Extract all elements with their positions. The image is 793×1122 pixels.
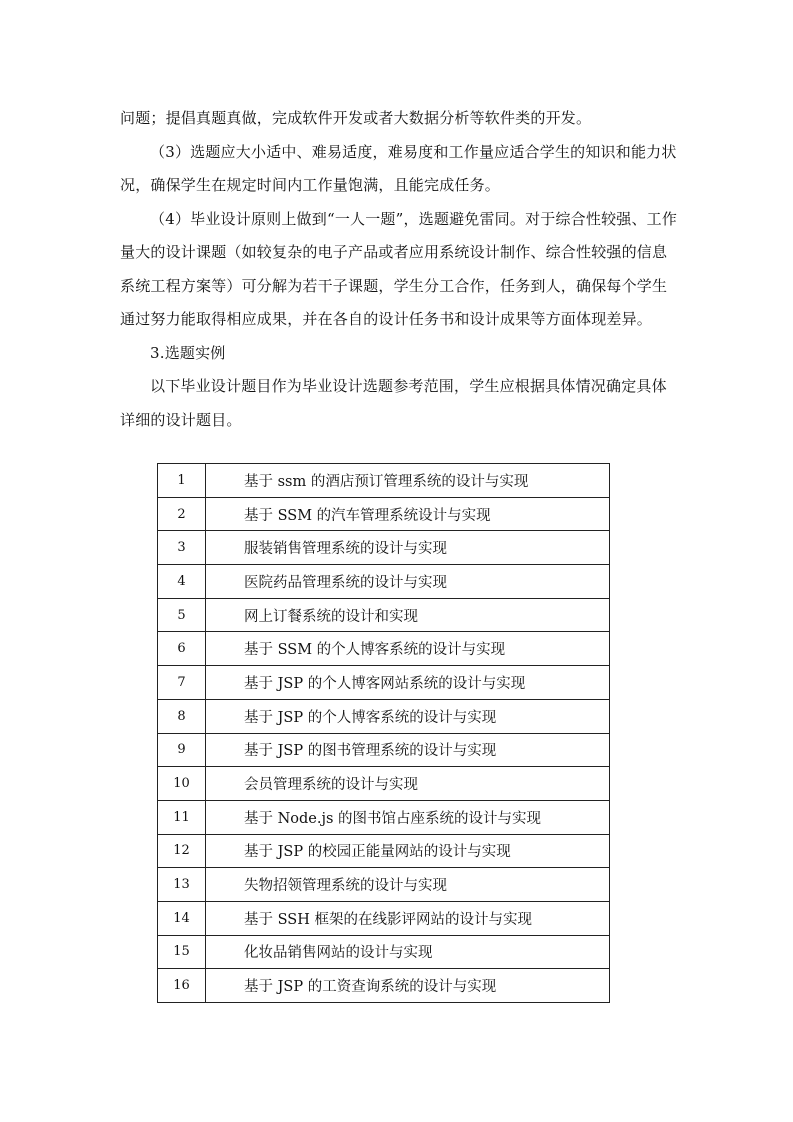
topic-number: 1	[158, 464, 206, 498]
paragraph-item-3: （3）选题应大小适中、难易适度，难易度和工作量应适合学生的知识和能力状况，确保学生在规定时间内工作量饱满，且能完成任务。	[120, 142, 677, 194]
topic-number: 2	[158, 497, 206, 531]
topic-title: 失物招领管理系统的设计与实现	[206, 868, 610, 902]
table-row	[158, 834, 610, 868]
topic-title: 基于 JSP 的工资查询系统的设计与实现	[206, 969, 610, 1003]
topic-number: 15	[158, 935, 206, 969]
table-row	[158, 935, 610, 969]
topic-number: 4	[158, 565, 206, 599]
topic-title: 基于 Node.js 的图书馆占座系统的设计与实现	[206, 800, 610, 834]
topic-title: 基于 ssm 的酒店预订管理系统的设计与实现	[206, 464, 610, 498]
topic-number: 16	[158, 969, 206, 1003]
section-heading: 3.选题实例	[150, 343, 226, 362]
table-row	[158, 565, 610, 599]
table-row	[158, 531, 610, 565]
topic-number: 14	[158, 901, 206, 935]
topic-number: 9	[158, 733, 206, 767]
topic-title: 会员管理系统的设计与实现	[206, 767, 610, 801]
topic-title: 基于 SSM 的个人博客系统的设计与实现	[206, 632, 610, 666]
topic-number: 7	[158, 666, 206, 700]
topic-title: 网上订餐系统的设计和实现	[206, 598, 610, 632]
topic-number: 13	[158, 868, 206, 902]
table-row	[158, 464, 610, 498]
topic-title: 基于 JSP 的个人博客网站系统的设计与实现	[206, 666, 610, 700]
topic-number: 10	[158, 767, 206, 801]
table-row	[158, 733, 610, 767]
topic-number: 6	[158, 632, 206, 666]
topic-number: 12	[158, 834, 206, 868]
table-row	[158, 632, 610, 666]
topic-title: 基于 JSP 的个人博客系统的设计与实现	[206, 699, 610, 733]
topic-title: 基于 JSP 的图书管理系统的设计与实现	[206, 733, 610, 767]
table-row	[158, 901, 610, 935]
topic-title: 基于 SSM 的汽车管理系统设计与实现	[206, 497, 610, 531]
paragraph-item-4: （4）毕业设计原则上做到“一人一题”，选题避免雷同。对于综合性较强、工作量大的设计课题（如较复杂的电子产品或者应用系统设计制作、综合性较强的信息系统工程方案等）可分解为若干子课题，学生分工合作，任务到人，确保每个学生通过努力能取得相应成果，并在各自的设计任务书和设计成果等方面体现差异。	[120, 209, 678, 328]
table-row	[158, 497, 610, 531]
topic-title: 服装销售管理系统的设计与实现	[206, 531, 610, 565]
topic-title: 化妆品销售网站的设计与实现	[206, 935, 610, 969]
paragraph-continuation: 问题；提倡真题真做，完成软件开发或者大数据分析等软件类的开发。	[120, 109, 592, 127]
body-text	[120, 102, 680, 437]
table-row	[158, 666, 610, 700]
table-row	[158, 969, 610, 1003]
topic-title: 基于 JSP 的校园正能量网站的设计与实现	[206, 834, 610, 868]
topic-number: 3	[158, 531, 206, 565]
paragraph-intro: 以下毕业设计题目作为毕业设计选题参考范围，学生应根据具体情况确定具体详细的设计题目。	[120, 377, 667, 429]
table-row	[158, 598, 610, 632]
topic-number: 5	[158, 598, 206, 632]
table-row	[158, 800, 610, 834]
table-row	[158, 699, 610, 733]
topic-number: 11	[158, 800, 206, 834]
table-row	[158, 767, 610, 801]
topic-title: 基于 SSH 框架的在线影评网站的设计与实现	[206, 901, 610, 935]
topics-table	[157, 463, 610, 1003]
table-row	[158, 868, 610, 902]
topic-title: 医院药品管理系统的设计与实现	[206, 565, 610, 599]
topic-number: 8	[158, 699, 206, 733]
